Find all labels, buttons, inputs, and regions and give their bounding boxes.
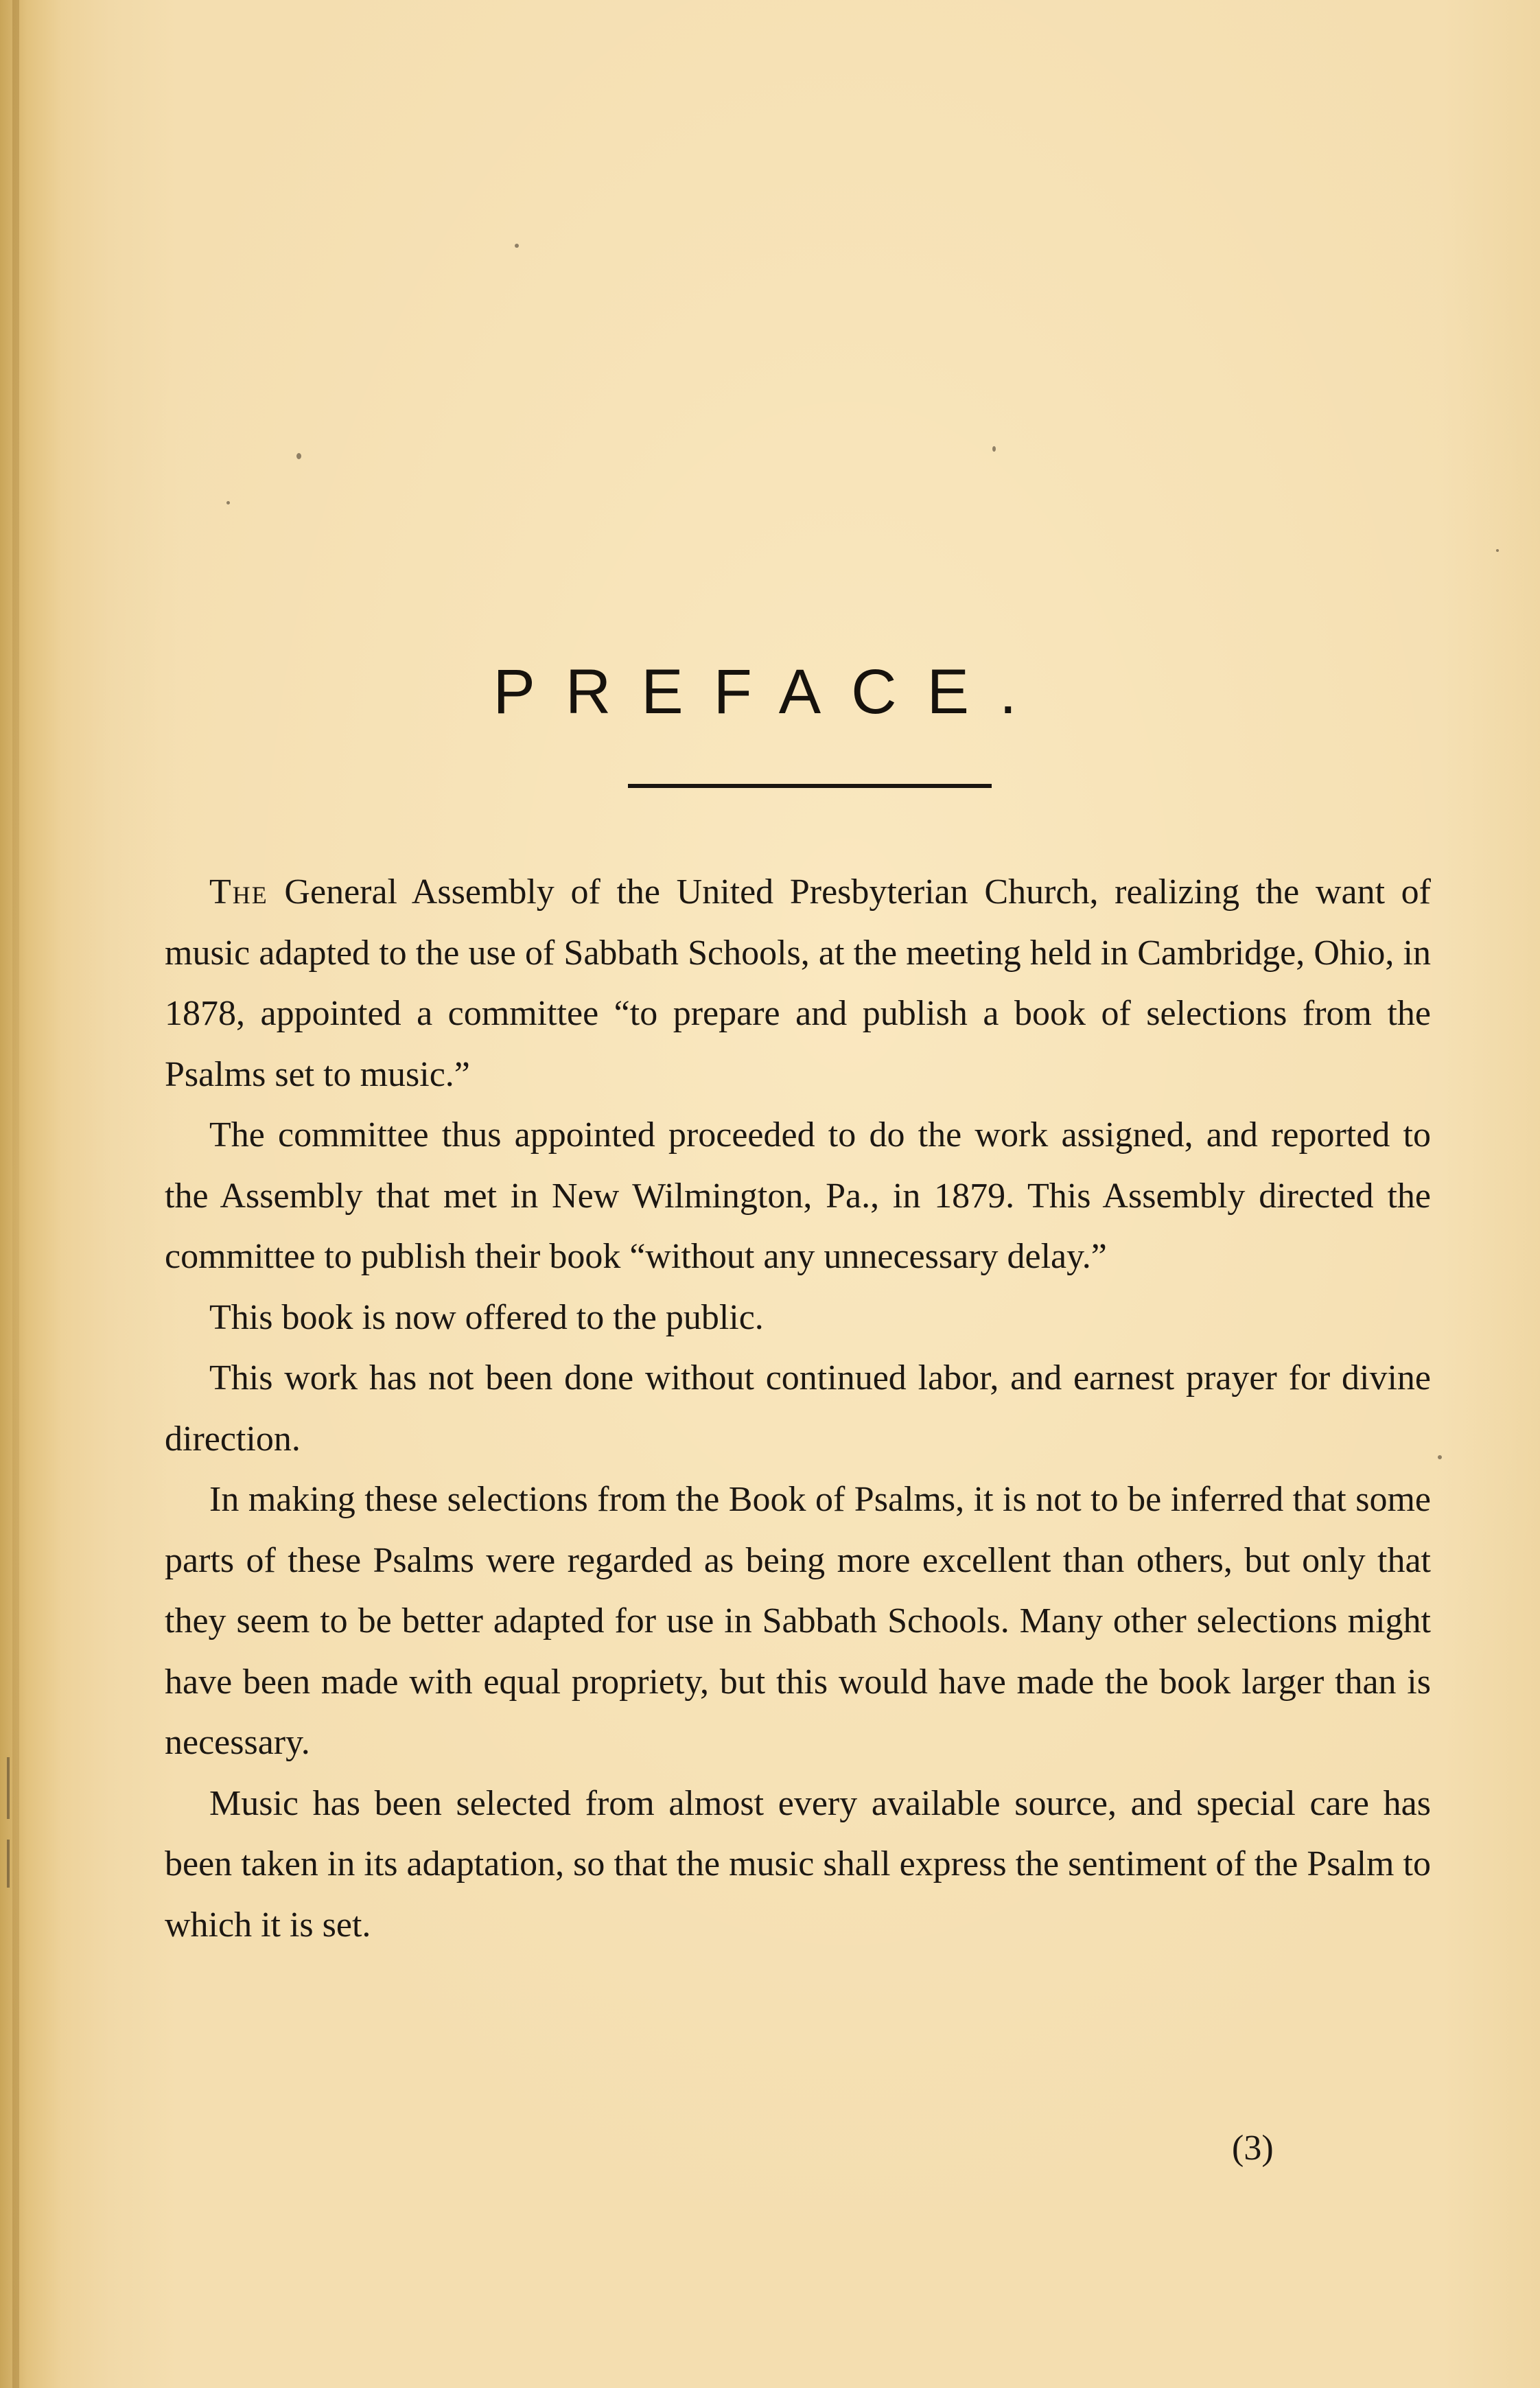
paragraph: The committee thus appointed proceeded to do the work assigned, and reported to the Assembly that met in New Wilmington, Pa., in 1879. This Assembly directed the committee to publish their book “without any unnecessary delay.” [165,1115,1431,1276]
paragraph: In making these selections from the Book of Psalms, it is not to be inferred that some parts of these Psalms were regarded as being more excellent than others, but only that they seem to be better adapted for use in Sabbath Schools. Many other selections might have been made with equal propriety, but this would have made the book larger than is necessary. [165,1480,1431,1762]
paragraph: Music has been selected from almost every available source, and special care has been taken in its adaptation, so that the music shall express the sentiment of the Psalm to which it is set. [165,1783,1431,1945]
page-title: PREFACE. [493,656,1047,727]
binding-gutter [12,0,19,2388]
title-rule [628,784,992,788]
paragraph: This work has not been done without continued labor, and earnest prayer for divine direction. [165,1358,1431,1459]
binding-mark [7,1840,10,1888]
paper-speck [226,501,230,505]
preface-body [165,862,1431,1956]
paragraph: This book is now offered to the public. [209,1297,764,1337]
binding-mark [7,1757,10,1819]
page-number: (3) [1232,2129,1274,2168]
paper-speck [296,453,301,459]
paragraph-lead: The [209,872,268,912]
paper-speck [992,446,996,452]
paper-speck [1496,549,1499,552]
paper-speck [515,244,519,248]
paper-speck [1438,1455,1442,1459]
paragraph-text: General Assembly of the United Presbyterian Church, realizing the want of music adapted to the use of Sabbath Schools, at the meeting held in Cambridge, Ohio, in 1878, appointed a committee “to prepare and publish a book of selections from the Psalms set to music.” [165,872,1431,1094]
paragraph [165,862,1431,1105]
